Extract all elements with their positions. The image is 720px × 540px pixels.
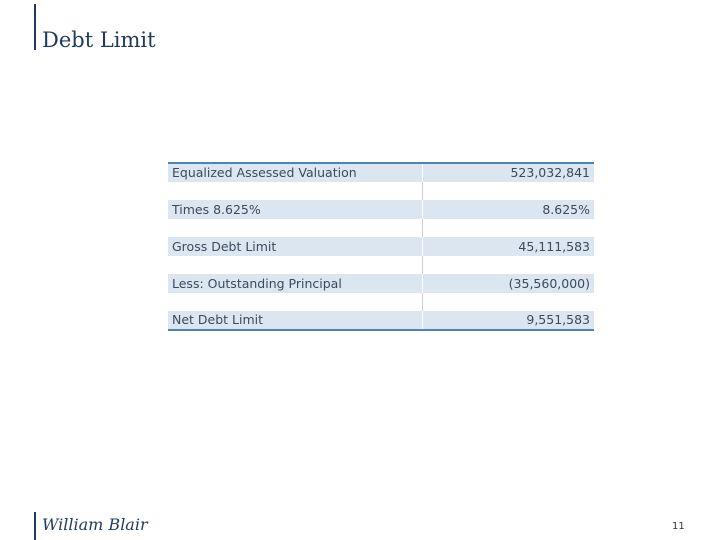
table-row (168, 237, 594, 256)
spacer-cell (422, 293, 594, 312)
row-value: 8.625% (422, 200, 594, 219)
spacer-cell (422, 256, 594, 275)
table-row (168, 311, 594, 330)
row-value: 45,111,583 (422, 237, 594, 256)
row-label: Equalized Assessed Valuation (168, 163, 422, 182)
spacer-cell (422, 182, 594, 201)
spacer-cell (168, 182, 422, 201)
table-row (168, 274, 594, 293)
spacer-cell (168, 256, 422, 275)
spacer-row (168, 256, 594, 275)
row-value: 9,551,583 (422, 311, 594, 330)
page-number: 11 (672, 521, 685, 532)
spacer-cell (168, 293, 422, 312)
spacer-row (168, 293, 594, 312)
title-accent-bar (34, 4, 36, 50)
row-value: (35,560,000) (422, 274, 594, 293)
footer-accent-bar (34, 512, 36, 540)
table-row (168, 200, 594, 219)
spacer-cell (168, 219, 422, 238)
row-label: Gross Debt Limit (168, 237, 422, 256)
spacer-cell (422, 219, 594, 238)
row-label: Times 8.625% (168, 200, 422, 219)
company-logo: William Blair (42, 515, 148, 534)
row-label: Net Debt Limit (168, 311, 422, 330)
spacer-row (168, 219, 594, 238)
spacer-row (168, 182, 594, 201)
page-title: Debt Limit (42, 28, 156, 52)
debt-limit-table (168, 162, 594, 331)
table-row (168, 163, 594, 182)
row-value: 523,032,841 (422, 163, 594, 182)
row-label: Less: Outstanding Principal (168, 274, 422, 293)
